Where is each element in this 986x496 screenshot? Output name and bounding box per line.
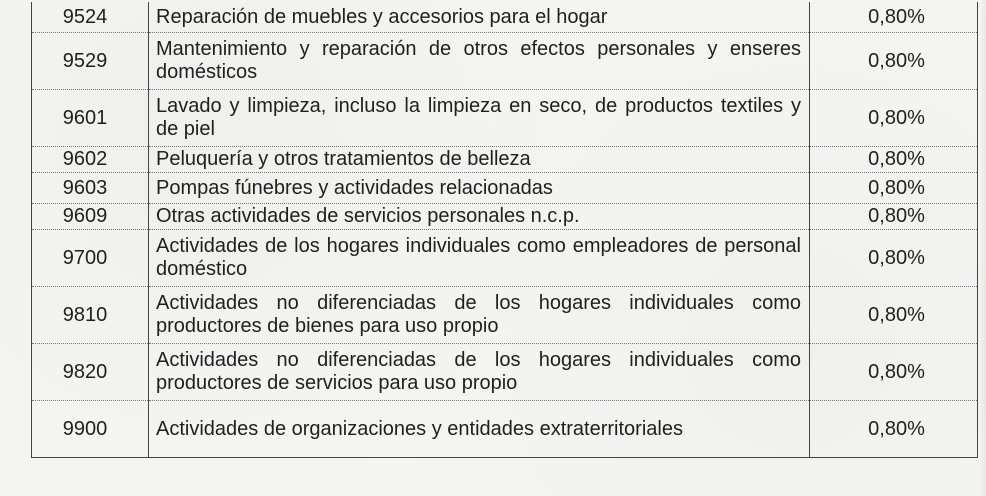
activity-rate-cell: 0,80% [810, 33, 978, 90]
activity-description-cell: Lavado y limpieza, incluso la limpieza en seco, de productos textiles y de piel [149, 90, 810, 147]
table-row [32, 147, 978, 173]
activity-rate-cell: 0,80% [810, 147, 978, 173]
activity-code-cell: 9603 [32, 173, 149, 204]
activity-code-cell: 9609 [32, 204, 149, 230]
activity-code-cell: 9810 [32, 287, 149, 344]
activity-rate-cell: 0,80% [810, 287, 978, 344]
activity-code-cell: 9602 [32, 147, 149, 173]
activity-description-cell: Actividades de organizaciones y entidades extraterritoriales [149, 401, 810, 458]
activity-description-cell: Actividades de los hogares individuales como empleadores de personal doméstico [149, 230, 810, 287]
activity-rate-cell: 0,80% [810, 230, 978, 287]
activity-description-cell: Mantenimiento y reparación de otros efectos personales y enseres domésticos [149, 33, 810, 90]
table-row [32, 90, 978, 147]
activity-code-cell: 9529 [32, 33, 149, 90]
activity-description-cell: Pompas fúnebres y actividades relacionadas [149, 173, 810, 204]
activity-rate-cell: 0,80% [810, 344, 978, 401]
table-row [32, 173, 978, 204]
activity-rate-cell: 0,80% [810, 90, 978, 147]
table-row [32, 2, 978, 33]
table-row [32, 33, 978, 90]
page-edge-shadow [980, 0, 986, 496]
activity-rate-cell: 0,80% [810, 204, 978, 230]
activity-description-cell: Otras actividades de servicios personales n.c.p. [149, 204, 810, 230]
activity-rate-cell: 0,80% [810, 2, 978, 33]
table-row [32, 287, 978, 344]
activity-code-cell: 9524 [32, 2, 149, 33]
table-row [32, 401, 978, 458]
activity-code-cell: 9601 [32, 90, 149, 147]
activity-rate-cell: 0,80% [810, 173, 978, 204]
activity-code-cell: 9700 [32, 230, 149, 287]
activity-description-cell: Actividades no diferenciadas de los hogares individuales como productores de servicios para uso propio [149, 344, 810, 401]
activity-description-cell: Reparación de muebles y accesorios para el hogar [149, 2, 810, 33]
activity-code-cell: 9900 [32, 401, 149, 458]
table-row [32, 230, 978, 287]
table-row [32, 344, 978, 401]
activity-description-cell: Peluquería y otros tratamientos de belleza [149, 147, 810, 173]
activity-rate-table [31, 2, 978, 458]
activity-code-cell: 9820 [32, 344, 149, 401]
table-row [32, 204, 978, 230]
activity-description-cell: Actividades no diferenciadas de los hogares individuales como productores de bienes para uso propio [149, 287, 810, 344]
activity-rate-cell: 0,80% [810, 401, 978, 458]
